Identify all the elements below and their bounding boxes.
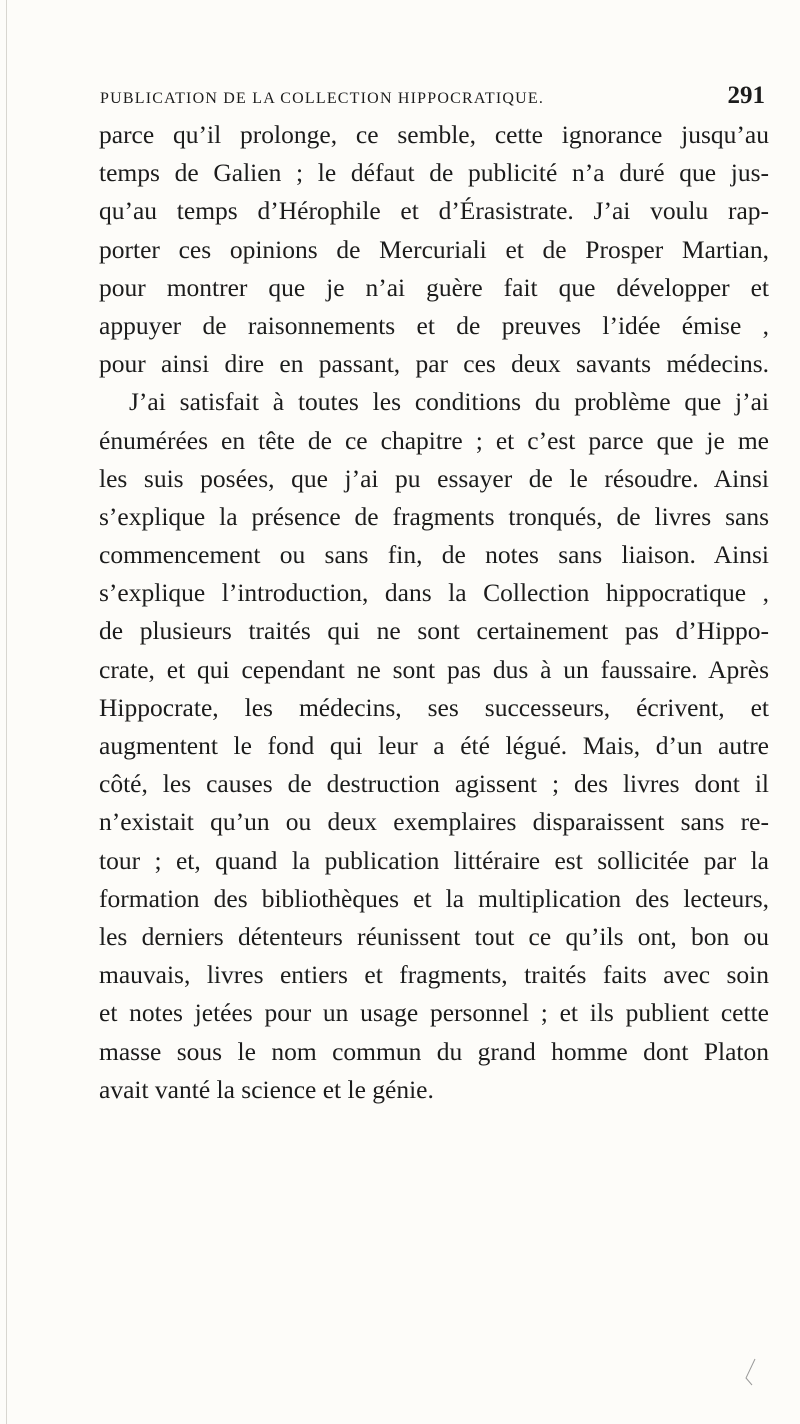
text-line: s’explique la présence de fragments tronqués, de livres sans <box>99 501 769 531</box>
text-line: les derniers détenteurs réunissent tout ce qu’ils ont, bon ou <box>99 921 769 951</box>
text-line: qu’au temps d’Hérophile et d’Érasistrate. J’ai voulu rap- <box>99 196 769 226</box>
text-line: porter ces opinions de Mercuriali et de Prosper Martian, <box>99 234 769 264</box>
text-line: formation des bibliothèques et la multiplication des lecteurs, <box>99 883 769 913</box>
text-line: n’existait qu’un ou deux exemplaires disparaissent sans re- <box>99 807 769 837</box>
text-line: masse sous le nom commun du grand homme dont Platon <box>99 1036 769 1066</box>
text-line: de plusieurs traités qui ne sont certainement pas d’Hippo- <box>99 616 769 646</box>
text-line: pour ainsi dire en passant, par ces deux savants médecins. <box>99 349 769 379</box>
text-line: s’explique l’introduction, dans la Collection hippocratique , <box>99 578 769 608</box>
page-edge-line <box>6 0 7 1424</box>
running-title: PUBLICATION DE LA COLLECTION HIPPOCRATIQUE. <box>100 90 545 107</box>
text-line: temps de Galien ; le défaut de publicité n’a duré que jus- <box>99 158 769 188</box>
text-line: parce qu’il prolonge, ce semble, cette ignorance jusqu’au <box>99 120 769 149</box>
text-line-last: avait vanté la science et le génie. <box>99 1074 434 1104</box>
body-paragraphs <box>99 116 769 1109</box>
text-line: appuyer de raisonnements et de preuves l’idée émise , <box>99 310 769 340</box>
text-line: commencement ou sans fin, de notes sans liaison. Ainsi <box>99 540 769 570</box>
text-line: augmentent le fond qui leur a été légué. Mais, d’un autre <box>99 731 769 760</box>
text-line: tour ; et, quand la publication littéraire est sollicitée par la <box>99 845 769 875</box>
running-head <box>100 82 765 116</box>
text-line: mauvais, livres entiers et fragments, traités faits avec soin <box>99 960 769 990</box>
stray-pencil-mark <box>743 1358 757 1386</box>
text-line: crate, et qui cependant ne sont pas dus à un faussaire. Après <box>99 654 769 684</box>
text-line: les suis posées, que j’ai pu essayer de le résoudre. Ainsi <box>99 463 769 493</box>
text-line: et notes jetées pour un usage personnel ; et ils publient cette <box>99 998 769 1028</box>
text-line: énumérées en tête de ce chapitre ; et c’est parce que je me <box>99 425 769 455</box>
text-line: pour montrer que je n’ai guère fait que développer et <box>99 272 769 302</box>
page-number: 291 <box>727 82 765 109</box>
text-line: Hippocrate, les médecins, ses successeurs, écrivent, et <box>99 692 769 722</box>
text-line: côté, les causes de destruction agissent ; des livres dont il <box>99 769 769 799</box>
text-line: J’ai satisfait à toutes les conditions du problème que j’ai <box>129 387 769 417</box>
